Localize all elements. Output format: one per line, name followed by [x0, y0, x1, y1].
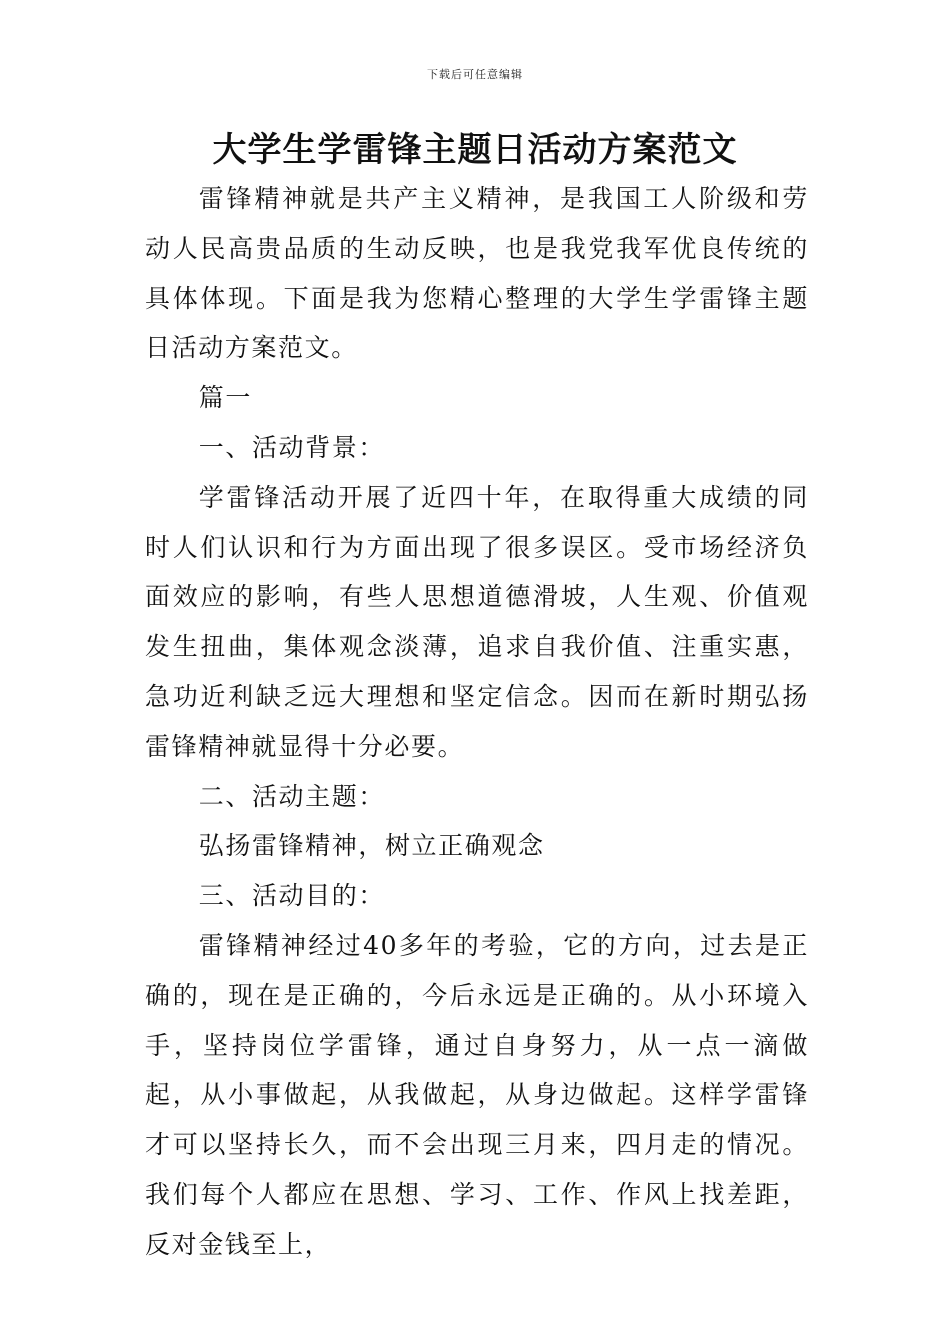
header-note: 下载后可任意编辑 — [427, 68, 523, 81]
intro-paragraph: 雷锋精神就是共产主义精神，是我国工人阶级和劳动人民高贵品质的生动反映，也是我党我军优良传统的具体体现。下面是我为您精心整理的大学生学雷锋主题日活动方案范文。 — [145, 184, 809, 363]
background-paragraph: 学雷锋活动开展了近四十年，在取得重大成绩的同时人们认识和行为方面出现了很多误区。受市场经济负面效应的影响，有些人思想道德滑坡，人生观、价值观发生扭曲，集体观念淡薄，追求自我价值、注重实惠，急功近利缺乏远大理想和坚定信念。因而在新时期弘扬雷锋精神就显得十分必要。 — [145, 482, 809, 761]
heading-activity-purpose: 三、活动目的： — [198, 881, 385, 911]
section-label-part-one: 篇一 — [198, 383, 252, 413]
document-title: 大学生学雷锋主题日活动方案范文 — [212, 130, 738, 170]
purpose-paragraph: 雷锋精神经过40多年的考验，它的方向，过去是正确的，现在是正确的，今后永远是正确的。从小环境入手，坚持岗位学雷锋，通过自身努力，从一点一滴做起，从小事做起，从我做起，从身边做起。这样学雷锋才可以坚持长久，而不会出现三月来，四月走的情况。我们每个人都应在思想、学习、工作、作风上找差距，反对金钱至上， — [145, 930, 809, 1259]
theme-paragraph: 弘扬雷锋精神，树立正确观念 — [198, 831, 545, 861]
document-body — [145, 174, 809, 1270]
heading-activity-background: 一、活动背景： — [198, 432, 385, 462]
heading-activity-theme: 二、活动主题： — [198, 781, 385, 811]
